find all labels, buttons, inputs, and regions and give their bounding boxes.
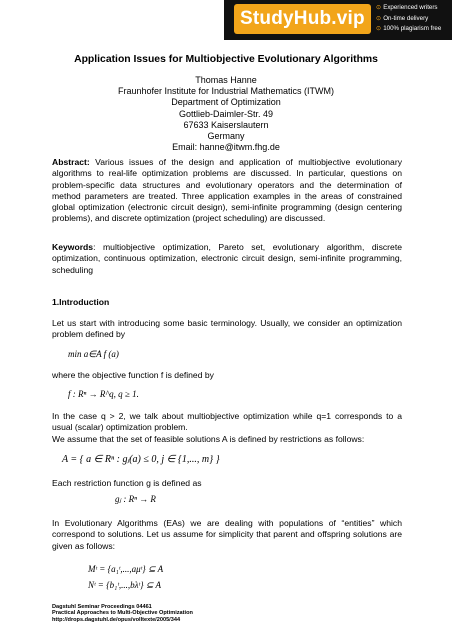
equation-feasible-set: A = { a ∈ Rⁿ : gⱼ(a) ≤ 0, j ∈ {1,..., m} } — [62, 454, 220, 465]
abstract-text: Various issues of the design and application of multiobjective evolutionary algorithms to real-life optimization problems are discussed. In particular, questions on problem-specific data structures and evolutionary operators and the determination of method parameters are treated. Three application examples in the areas of constrained global optimization (electronic circuit design), semi-infinite programming (design centering problems), and discrete optimization (project scheduling) are discussed. — [52, 157, 402, 224]
section-heading: 1.Introduction — [52, 297, 110, 307]
feature-item: ⊙ Experienced writers — [376, 4, 438, 11]
equation-min: min a∈A f (a) — [68, 349, 119, 359]
equation-parents: Mᵗ = {a₁ᵗ,...,aμᵗ} ⊆ A — [88, 564, 164, 574]
feasible-set-paragraph: We assume that the set of feasible solutions A is defined by restrictions as follows: — [52, 434, 365, 444]
author-country: Germany — [207, 131, 245, 142]
author-block — [0, 75, 452, 153]
keywords — [52, 242, 402, 276]
equation-objective: f : Rⁿ → R^q, q ≥ 1. — [68, 389, 139, 399]
promo-banner[interactable] — [224, 0, 452, 40]
author-street: Gottlieb-Daimler-Str. 49 — [178, 108, 274, 119]
author-department: Department of Optimization — [171, 97, 281, 108]
footer-url[interactable]: http://drops.dagstuhl.de/opus/volltexte/2005/344 — [52, 616, 181, 623]
keywords-text: : multiobjective optimization, Pareto set, evolutionary algorithm, discrete optimization, continuous optimization, electronic circuit design, semi-infinite programming, scheduling — [52, 242, 402, 275]
footer-citation — [52, 604, 193, 623]
brand-logo[interactable]: StudyHub.vip — [234, 4, 371, 34]
equation-restriction: gⱼ : Rⁿ → R — [115, 494, 156, 504]
check-icon: ⊙ — [376, 4, 382, 11]
feature-item: ⊙ On-time delivery — [376, 14, 429, 22]
feature-item: ⊙ 100% plagiarism free — [376, 25, 442, 32]
author-affiliation: Fraunhofer Institute for Industrial Mathematics (ITWM) — [117, 86, 335, 97]
author-email: Email: hanne@itwm.fhg.de — [172, 142, 280, 153]
footer-line: Practical Approaches to Multi-Objective Optimization — [52, 610, 193, 617]
equation-offspring: Nᵗ = {b₁ᵗ,...,bλᵗ} ⊆ A — [88, 580, 161, 590]
multiobjective-paragraph: In the case q > 2, we talk about multiobjective optimization while q=1 corresponds to a usual (scalar) optimization problem. — [52, 411, 402, 433]
intro-paragraph: Let us start with introducing some basic terminology. Usually, we consider an optimization problem defined by — [52, 318, 402, 340]
restriction-paragraph: Each restriction function g is defined as — [52, 478, 202, 488]
paper-title: Application Issues for Multiobjective Evolutionary Algorithms — [74, 54, 378, 65]
author-city: 67633 Kaiserslautern — [183, 119, 269, 130]
feature-list — [376, 3, 441, 35]
abstract-label: Abstract: — [52, 157, 90, 167]
footer-line: Dagstuhl Seminar Proceedings 04461 — [52, 604, 152, 610]
abstract — [52, 157, 402, 225]
ea-paragraph: In Evolutionary Algorithms (EAs) we are dealing with populations of “entities” which correspond to solutions. Let us assume for simplicity that parent and offspring solutions are given as follows: — [52, 518, 402, 551]
author-name: Thomas Hanne — [195, 75, 257, 85]
check-icon: ⊙ — [376, 25, 382, 32]
check-icon: ⊙ — [376, 14, 382, 22]
keywords-label: Keywords — [52, 242, 94, 252]
objective-paragraph: where the objective function f is defined by — [52, 370, 214, 380]
